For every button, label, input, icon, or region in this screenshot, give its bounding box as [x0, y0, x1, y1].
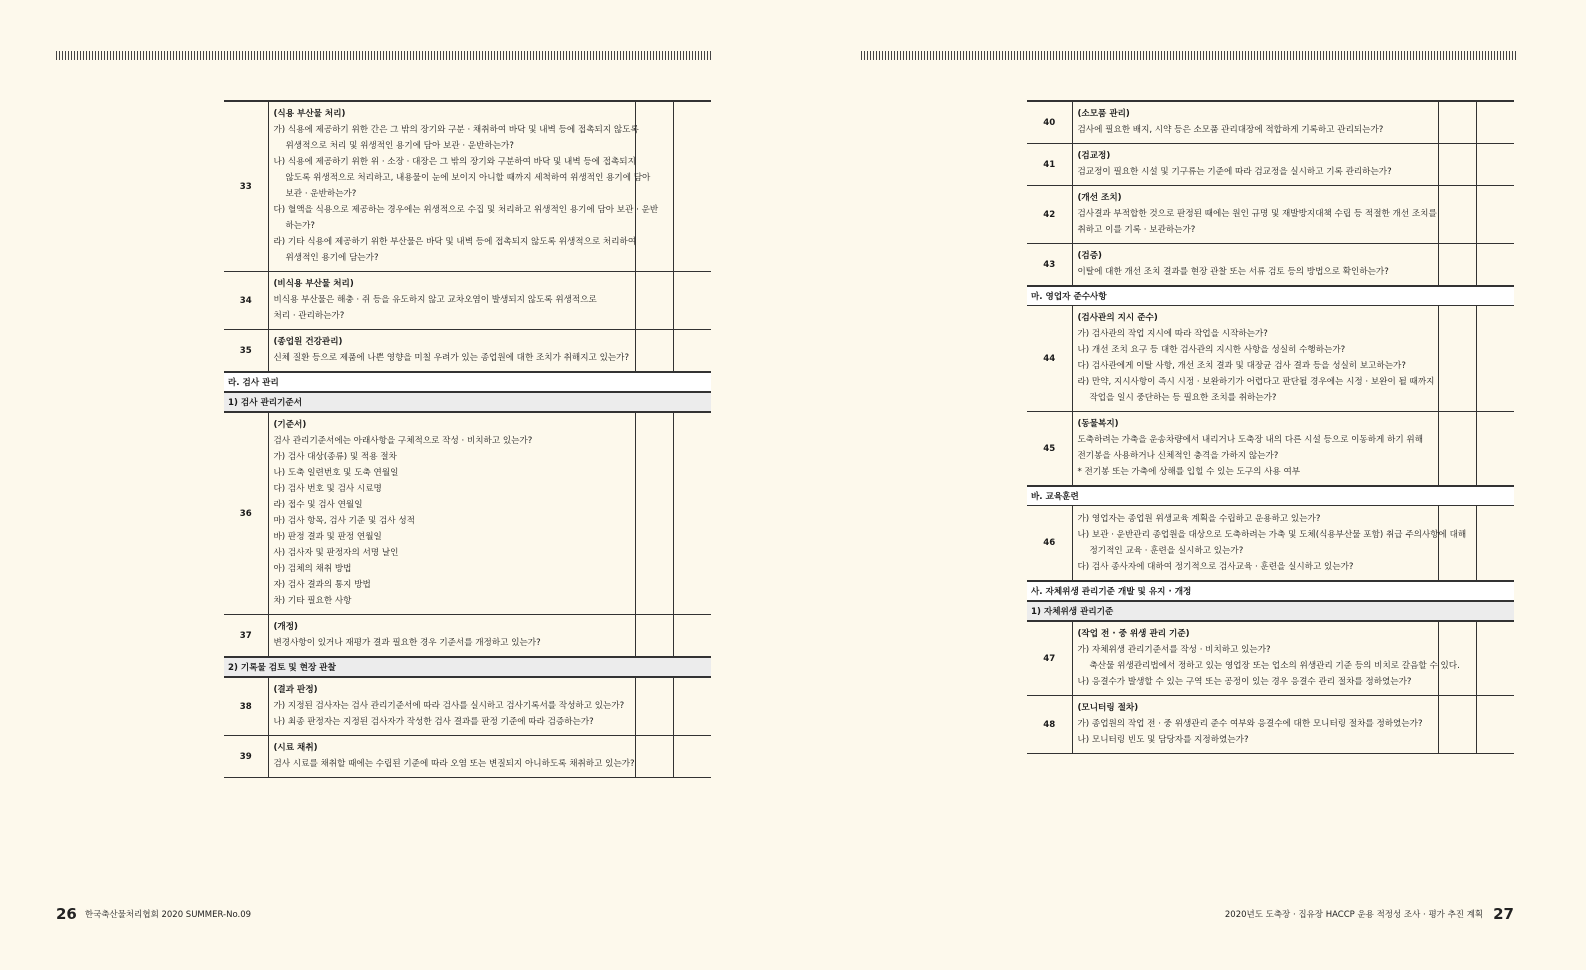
item-text-line: 가) 영업자는 종업원 위생교육 계획을 수립하고 운용하고 있는가?: [1077, 514, 1321, 524]
section-header-label: 마. 영업자 준수사항: [1027, 286, 1514, 306]
check-cell-no[interactable]: [1476, 244, 1514, 287]
check-cell-yes[interactable]: [635, 677, 673, 736]
item-number: 37: [224, 615, 268, 658]
page-number: 27: [1493, 905, 1514, 923]
item-content: [1072, 306, 1438, 412]
item-title: (개정): [273, 622, 298, 632]
item-title: (종업원 건강관리): [273, 337, 343, 347]
item-text-line: 나) 도축 일련번호 및 도축 연월일: [273, 468, 399, 478]
item-text-line: 나) 보관 · 운반관리 종업원을 대상으로 도축하려는 가축 및 도체(식용부산물 포함) 취급 주의사항에 대해: [1077, 530, 1467, 540]
item-text-line: 라) 접수 및 검사 연월일: [273, 500, 363, 510]
item-text-line: 비식용 부산물은 해충 · 쥐 등을 유도하지 않고 교차오염이 발생되지 않도록 위생적으로: [273, 295, 597, 305]
item-number: 36: [224, 412, 268, 615]
item-content: [268, 412, 635, 615]
check-cell-no[interactable]: [673, 330, 711, 373]
check-cell-yes[interactable]: [1438, 412, 1476, 487]
item-text-line: 가) 종업원의 작업 전 · 중 위생관리 준수 여부와 응결수에 대한 모니터링 절차를 정하였는가?: [1077, 719, 1423, 729]
checklist-row: [224, 736, 711, 778]
item-text-line: 가) 자체위생 관리기준서를 작성 · 비치하고 있는가?: [1077, 645, 1271, 655]
item-title: (작업 전 · 중 위생 관리 기준): [1077, 629, 1190, 639]
item-number: 48: [1027, 696, 1072, 754]
right-header-rule: [861, 51, 1516, 60]
check-cell-no[interactable]: [1476, 506, 1514, 582]
item-number: 41: [1027, 144, 1072, 186]
item-number: 45: [1027, 412, 1072, 487]
item-text-line: 가) 식용에 제공하기 위한 간은 그 밖의 장기와 구분 · 채취하여 바닥 및 내벽 등에 접촉되지 않도록: [273, 125, 639, 135]
item-title: (소모품 관리): [1077, 109, 1130, 119]
item-title: (비식용 부산물 처리): [273, 279, 354, 289]
item-text-line: 다) 검사관에게 이탈 사항, 개선 조치 결과 및 대장균 검사 결과 등을 성실히 보고하는가?: [1077, 361, 1406, 371]
item-content: [1072, 244, 1438, 287]
check-cell-yes[interactable]: [1438, 244, 1476, 287]
item-title: (검사관의 지시 준수): [1077, 313, 1158, 323]
section-header-row: [1027, 601, 1514, 621]
checklist-row: [224, 412, 711, 615]
section-header-row: [224, 657, 711, 677]
checklist-row: [1027, 306, 1514, 412]
item-text-line: 처리 · 관리하는가?: [273, 311, 345, 321]
check-cell-no[interactable]: [673, 412, 711, 615]
item-number: 44: [1027, 306, 1072, 412]
right-footer: [1225, 905, 1514, 923]
item-title: (검증): [1077, 251, 1102, 261]
item-text-line: 검교정이 필요한 시설 및 기구류는 기준에 따라 검교정을 실시하고 기록 관리하는가?: [1077, 167, 1392, 177]
item-number: 42: [1027, 186, 1072, 244]
item-content: [1072, 412, 1438, 487]
item-content: [268, 272, 635, 330]
item-text-line: 나) 모니터링 빈도 및 담당자를 지정하였는가?: [1077, 735, 1249, 745]
check-cell-no[interactable]: [1476, 306, 1514, 412]
section-header-row: [224, 392, 711, 412]
item-title: (기준서): [273, 420, 307, 430]
item-content: [1072, 696, 1438, 754]
right-checklist-table: [1027, 100, 1514, 754]
footer-text: 한국축산물처리협회 2020 SUMMER-No.09: [84, 910, 252, 920]
item-text-line: 나) 식용에 제공하기 위한 위 · 소장 · 대장은 그 밖의 장기와 구분하여 바닥 및 내벽 등에 접촉되지: [273, 157, 636, 167]
check-cell-yes[interactable]: [1438, 696, 1476, 754]
section-header-label: 1) 자체위생 관리기준: [1027, 601, 1514, 621]
section-header-label: 2) 기록물 검토 및 현장 관찰: [224, 657, 711, 677]
item-text-line: 다) 검사 번호 및 검사 시료명: [273, 484, 382, 494]
item-text-line: 라) 만약, 지시사항이 즉시 시정 · 보완하기가 어렵다고 판단될 경우에는 시정 · 보완이 될 때까지: [1077, 377, 1435, 387]
item-text-line: 다) 혈액을 식용으로 제공하는 경우에는 위생적으로 수집 및 처리하고 위생적인 용기에 담아 보관 · 운반: [273, 205, 659, 215]
item-title: (검교정): [1077, 151, 1111, 161]
checklist-row: [1027, 244, 1514, 287]
item-number: 40: [1027, 101, 1072, 144]
check-cell-yes[interactable]: [1438, 506, 1476, 582]
item-text-line: 자) 검사 결과의 통지 방법: [273, 580, 371, 590]
item-text-line: 보관 · 운반하는가?: [285, 189, 357, 199]
item-title: (시료 채취): [273, 743, 318, 753]
checklist-row: [224, 330, 711, 373]
checklist-row: [224, 615, 711, 658]
item-text-line: 신체 질환 등으로 제품에 나쁜 영향을 미칠 우려가 있는 종업원에 대한 조치가 취해지고 있는가?: [273, 353, 630, 363]
item-text-line: 검사 관리기준서에는 아래사항을 구체적으로 작성 · 비치하고 있는가?: [273, 436, 533, 446]
check-cell-no[interactable]: [1476, 144, 1514, 186]
item-content: [268, 101, 659, 272]
item-text-line: 다) 검사 종사자에 대하여 정기적으로 검사교육 · 훈련을 실시하고 있는가?: [1077, 562, 1354, 572]
checklist-row: [1027, 696, 1514, 754]
item-text-line: 정기적인 교육 · 훈련을 실시하고 있는가?: [1089, 546, 1244, 556]
check-cell-yes[interactable]: [1438, 101, 1476, 144]
item-number: 34: [224, 272, 268, 330]
item-title: (개선 조치): [1077, 193, 1122, 203]
item-text-line: 바) 판정 결과 및 판정 연월일: [273, 532, 382, 542]
item-number: 47: [1027, 621, 1072, 696]
item-content: [1072, 186, 1438, 244]
item-text-line: 가) 검사관의 작업 지시에 따라 작업을 시작하는가?: [1077, 329, 1268, 339]
check-cell-no[interactable]: [1476, 101, 1514, 144]
check-cell-yes[interactable]: [635, 412, 673, 615]
item-content: [268, 677, 635, 736]
checklist-row: [1027, 101, 1514, 144]
item-number: 35: [224, 330, 268, 373]
item-content: [268, 736, 635, 778]
checklist-row: [224, 272, 711, 330]
section-header-label: 라. 검사 관리: [224, 372, 711, 392]
section-header-label: 바. 교육훈련: [1027, 486, 1514, 506]
check-cell-no[interactable]: [1476, 696, 1514, 754]
item-title: (모니터링 절차): [1077, 703, 1139, 713]
check-cell-yes[interactable]: [1438, 144, 1476, 186]
item-text-line: 않도록 위생적으로 처리하고, 내용물이 눈에 보이지 아니할 때까지 세척하여 위생적인 용기에 담아: [285, 173, 651, 183]
check-cell-no[interactable]: [673, 615, 711, 658]
item-text-line: 라) 기타 식용에 제공하기 위한 부산물은 바닥 및 내벽 등에 접촉되지 않도록 위생적으로 처리하여: [273, 237, 637, 247]
item-number: 39: [224, 736, 268, 778]
check-cell-yes[interactable]: [1438, 186, 1476, 244]
item-text-line: 검사에 필요한 배지, 시약 등은 소모품 관리대장에 적합하게 기록하고 관리되는가?: [1077, 125, 1384, 135]
item-text-line: 가) 지정된 검사자는 검사 관리기준서에 따라 검사를 실시하고 검사기록서를 작성하고 있는가?: [273, 701, 625, 711]
item-title: (식용 부산물 처리): [273, 109, 346, 119]
check-cell-yes[interactable]: [1438, 306, 1476, 412]
check-cell-yes[interactable]: [635, 736, 673, 778]
item-title: (결과 판정): [273, 685, 318, 695]
section-header-label: 1) 검사 관리기준서: [224, 392, 711, 412]
item-text-line: 나) 응결수가 발생할 수 있는 구역 또는 공정이 있는 경우 응결수 관리 절차를 정하였는가?: [1077, 677, 1412, 687]
check-cell-no[interactable]: [673, 736, 711, 778]
checklist-row: [224, 101, 711, 272]
checklist-row: [1027, 186, 1514, 244]
checklist-row: [1027, 506, 1514, 582]
item-text-line: 검사 시료를 채취할 때에는 수립된 기준에 따라 오염 또는 변질되지 아니하도록 채취하고 있는가?: [273, 759, 635, 769]
footer-text: 2020년도 도축장 · 집유장 HACCP 운용 적정성 조사 · 평가 추진 계획: [1224, 910, 1484, 920]
check-cell-no[interactable]: [673, 677, 711, 736]
item-content: [268, 615, 635, 658]
item-text-line: 나) 개선 조치 요구 등 대한 검사관의 지시한 사항을 성실히 수행하는가?: [1077, 345, 1346, 355]
left-footer: [56, 905, 251, 923]
item-text-line: 취하고 이를 기록 · 보관하는가?: [1077, 225, 1196, 235]
check-cell-yes[interactable]: [635, 101, 673, 272]
check-cell-no[interactable]: [673, 101, 711, 272]
checklist-row: [1027, 412, 1514, 487]
item-text-line: 하는가?: [285, 221, 315, 231]
item-content: [1072, 144, 1438, 186]
item-text-line: 가) 검사 대상(종류) 및 적용 절차: [273, 452, 397, 462]
item-text-line: 나) 최종 판정자는 지정된 검사자가 작성한 검사 결과를 판정 기준에 따라 검증하는가?: [273, 717, 594, 727]
checklist-row: [224, 677, 711, 736]
checklist-row: [1027, 621, 1514, 696]
item-text-line: 변경사항이 있거나 재평가 결과 필요한 경우 기준서를 개정하고 있는가?: [273, 638, 541, 648]
item-number: 46: [1027, 506, 1072, 582]
section-header-row: [1027, 286, 1514, 306]
section-header-row: [1027, 581, 1514, 601]
page-number: 26: [56, 905, 77, 923]
item-text-line: 사) 검사자 및 판정자의 서명 날인: [273, 548, 399, 558]
item-text-line: 전기봉을 사용하거나 신체적인 충격을 가하지 않는가?: [1077, 451, 1279, 461]
item-content: [1072, 506, 1467, 582]
check-cell-no[interactable]: [1476, 621, 1514, 696]
check-cell-yes[interactable]: [635, 615, 673, 658]
item-text-line: 검사결과 부적합한 것으로 판정된 때에는 원인 규명 및 재발방지대책 수립 등 적절한 개선 조치를: [1077, 209, 1437, 219]
item-number: 33: [224, 101, 268, 272]
item-text-line: 축산물 위생관리법에서 정하고 있는 영업장 또는 업소의 위생관리 기준 등의 비치로 갈음할 수 있다.: [1089, 661, 1460, 671]
checklist-row: [1027, 144, 1514, 186]
item-text-line: 차) 기타 필요한 사항: [273, 596, 352, 606]
item-content: [268, 330, 635, 373]
check-cell-yes[interactable]: [635, 330, 673, 373]
left-header-rule: [56, 51, 711, 60]
item-number: 38: [224, 677, 268, 736]
item-text-line: 아) 검체의 채취 방법: [273, 564, 352, 574]
item-text-line: 작업을 일시 중단하는 등 필요한 조치를 취하는가?: [1089, 393, 1277, 403]
item-text-line: 위생적으로 처리 및 위생적인 용기에 담아 보관 · 운반하는가?: [285, 141, 514, 151]
item-text-line: 위생적인 용기에 담는가?: [285, 253, 379, 263]
section-header-label: 사. 자체위생 관리기준 개발 및 유지 · 개정: [1027, 581, 1514, 601]
item-title: (동물복지): [1077, 419, 1119, 429]
item-text-line: 이탈에 대한 개선 조치 결과를 현장 관찰 또는 서류 검토 등의 방법으로 확인하는가?: [1077, 267, 1389, 277]
section-header-row: [224, 372, 711, 392]
check-cell-yes[interactable]: [635, 272, 673, 330]
item-content: [1072, 621, 1460, 696]
item-content: [1072, 101, 1438, 144]
check-cell-no[interactable]: [1476, 186, 1514, 244]
item-text-line: 마) 검사 항목, 검사 기준 및 검사 성적: [273, 516, 415, 526]
item-text-line: * 전기봉 또는 가축에 상해를 입힐 수 있는 도구의 사용 여부: [1077, 467, 1301, 477]
left-checklist-table: [224, 100, 711, 778]
check-cell-no[interactable]: [1476, 412, 1514, 487]
check-cell-no[interactable]: [673, 272, 711, 330]
item-text-line: 도축하려는 가축을 운송차량에서 내리거나 도축장 내의 다른 시설 등으로 이동하게 하기 위해: [1077, 435, 1424, 445]
item-number: 43: [1027, 244, 1072, 287]
section-header-row: [1027, 486, 1514, 506]
